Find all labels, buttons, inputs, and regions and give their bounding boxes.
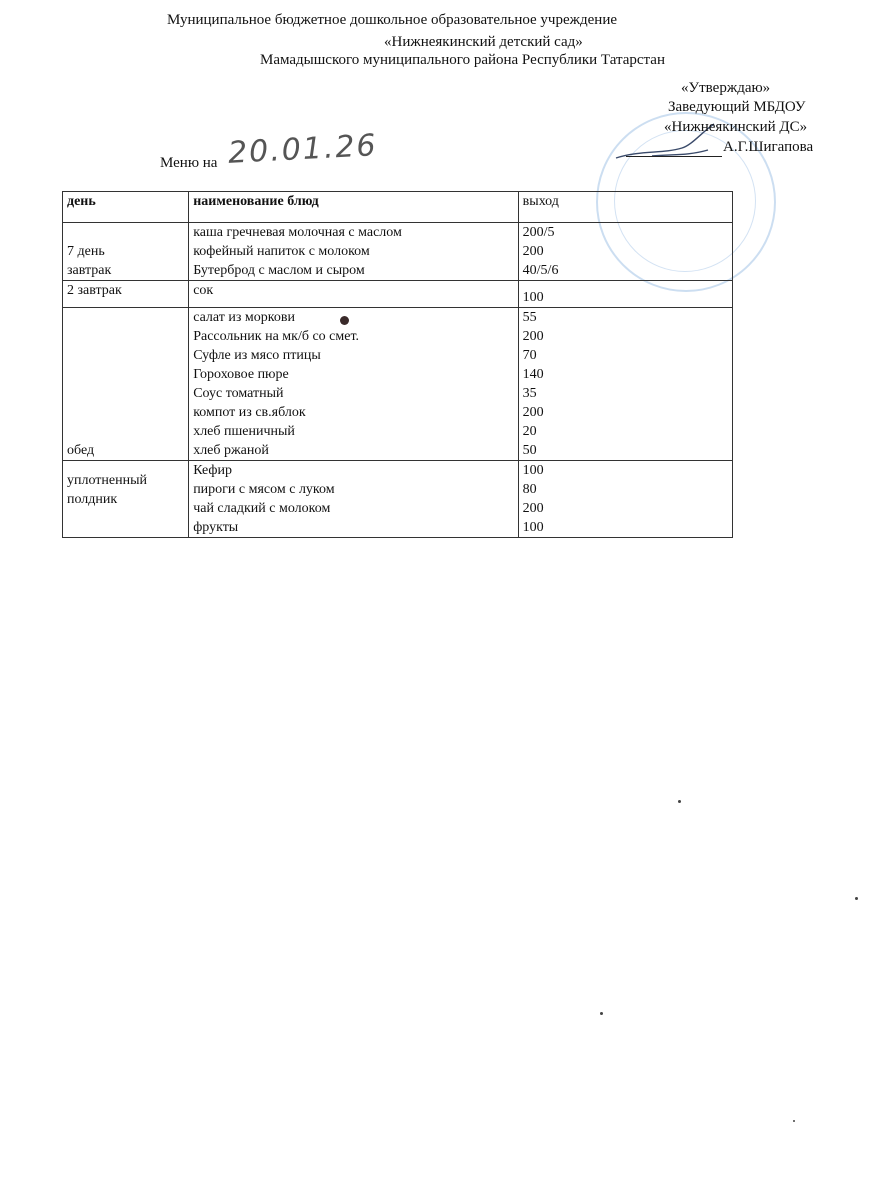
dish-name: компот из св.яблок: [193, 405, 306, 420]
dish-name: хлеб пшеничный: [193, 424, 295, 439]
dish-yield: 55: [522, 310, 537, 325]
dish-name: пироги с мясом с луком: [193, 482, 335, 497]
dish-yield: 20: [522, 424, 537, 439]
dish-name: Кефир: [193, 463, 232, 478]
dish-yield: 200: [522, 244, 544, 259]
dish-yield: 80: [522, 482, 537, 497]
scan-speck: [340, 316, 349, 325]
menu-label: Меню на: [160, 155, 218, 171]
dish-name: хлеб ржаной: [193, 443, 269, 458]
dish-name: Суфле из мясо птицы: [193, 348, 321, 363]
scan-speck: [855, 897, 858, 900]
dish-yield: 40/5/6: [522, 263, 559, 278]
header-day: день: [67, 194, 96, 209]
meal-label: обед: [67, 443, 95, 458]
scan-speck: [793, 1120, 795, 1122]
dish-yield: 100: [522, 463, 544, 478]
scan-speck: [600, 1012, 603, 1015]
menu-table: [62, 191, 733, 538]
table-row: [63, 223, 733, 281]
org-name-line1: Муниципальное бюджетное дошкольное образовательное учреждение: [167, 12, 617, 28]
table-row: [63, 308, 733, 461]
dish-name: каша гречневая молочная с маслом: [193, 225, 402, 240]
dish-yield: 100: [522, 290, 544, 305]
dish-name: Бутерброд с маслом и сыром: [193, 263, 365, 278]
table-header-row: [63, 192, 733, 223]
dish-name: сок: [193, 283, 214, 298]
header-dish: наименование блюд: [193, 194, 319, 209]
dish-yield: 70: [522, 348, 537, 363]
dish-yield: 200/5: [522, 225, 555, 240]
dish-yield: 50: [522, 443, 537, 458]
signature-line: [626, 156, 722, 157]
approval-signatory: А.Г.Шигапова: [723, 139, 814, 155]
dish-yield: 200: [522, 405, 544, 420]
dish-yield: 200: [522, 501, 544, 516]
approval-institution: «Нижнеякинский ДС»: [664, 119, 808, 135]
meal-label: 7 день: [67, 244, 105, 259]
dish-yield: 140: [522, 367, 544, 382]
meal-label: завтрак: [67, 263, 112, 278]
scan-speck: [678, 800, 681, 803]
dish-name: фрукты: [193, 520, 239, 535]
meal-label: уплотненный: [67, 473, 148, 488]
approval-position: Заведующий МБДОУ: [668, 99, 806, 115]
meal-label: полдник: [67, 492, 118, 507]
table-row: [63, 461, 733, 538]
menu-date: 20.01.26: [227, 128, 379, 171]
dish-name: кофейный напиток с молоком: [193, 244, 370, 259]
header-yield: выход: [522, 194, 559, 209]
dish-name: Соус томатный: [193, 386, 284, 401]
org-name-line3: Мамадышского муниципального района Республики Татарстан: [260, 52, 665, 68]
dish-yield: 200: [522, 329, 544, 344]
dish-name: чай сладкий с молоком: [193, 501, 331, 516]
approval-title: «Утверждаю»: [681, 80, 771, 96]
dish-name: салат из моркови: [193, 310, 295, 325]
dish-name: Гороховое пюре: [193, 367, 289, 382]
dish-name: Рассольник на мк/б со смет.: [193, 329, 360, 344]
meal-label: 2 завтрак: [67, 283, 122, 298]
dish-yield: 35: [522, 386, 537, 401]
dish-yield: 100: [522, 520, 544, 535]
table-row: [63, 281, 733, 308]
org-name-line2: «Нижнеякинский детский сад»: [384, 34, 583, 50]
